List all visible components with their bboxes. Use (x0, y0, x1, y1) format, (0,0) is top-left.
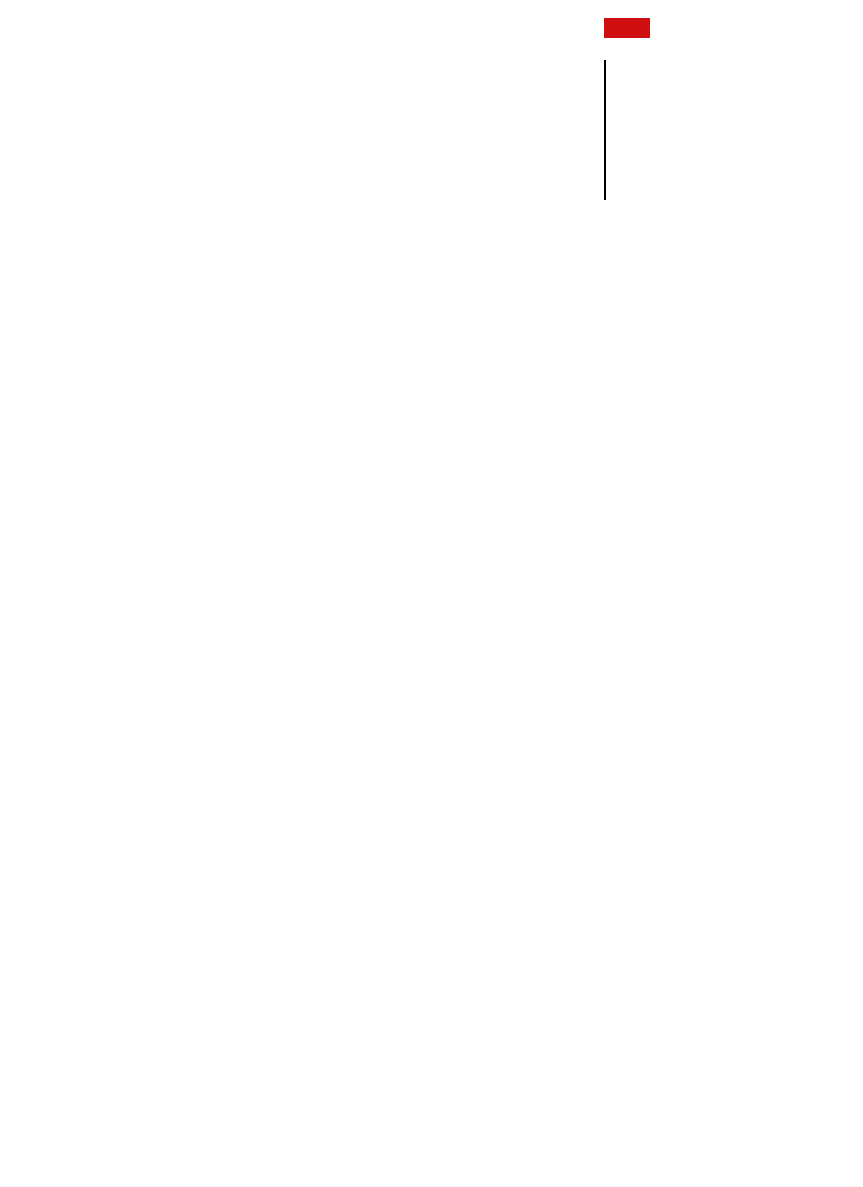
header-banner (0, 0, 863, 145)
logo-decoration (604, 18, 650, 38)
column-divider (604, 60, 606, 200)
